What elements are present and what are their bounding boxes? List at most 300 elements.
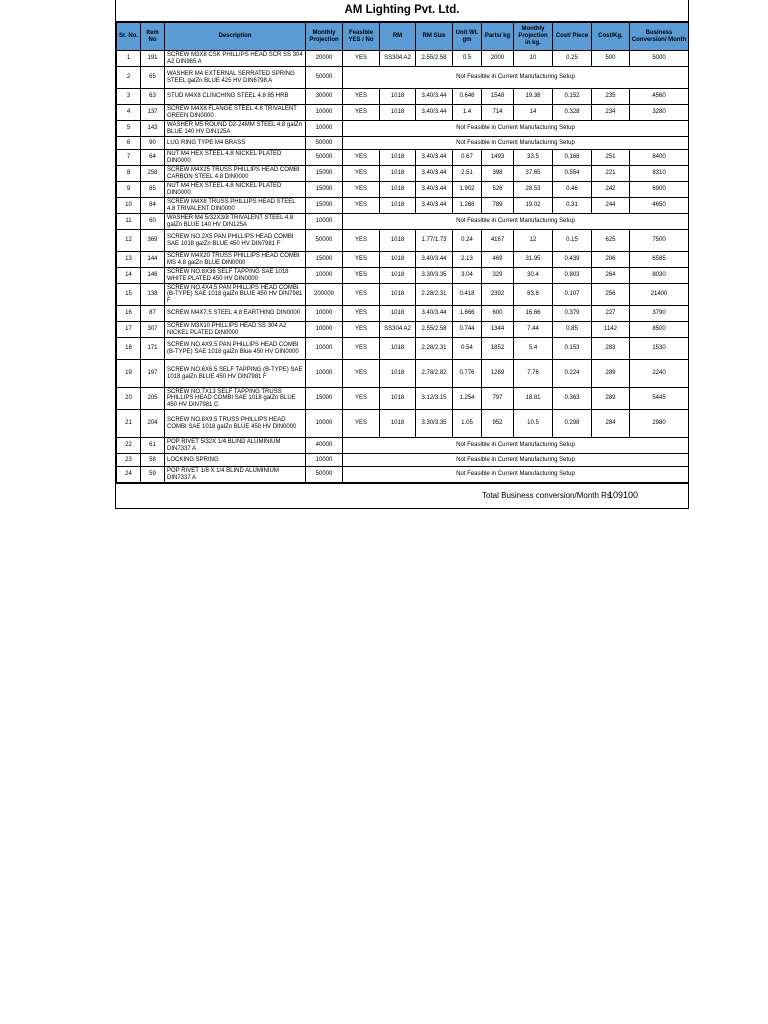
cell-item: 84 (141, 198, 165, 214)
cell-parts-kg: 600 (482, 306, 514, 322)
cell-monthly-projection: 15000 (306, 166, 343, 182)
cell-rm-size: 3.40/3.44 (416, 150, 453, 166)
cell-monthly-projection: 10000 (306, 360, 343, 388)
cell-rm-size: 3.12/3.15 (416, 388, 453, 410)
cell-cost-kg: 289 (592, 388, 630, 410)
cell-projection-kg: 10.5 (514, 410, 553, 438)
cell-feasible: YES (343, 89, 380, 105)
cell-description: SCREW NO.8X36 SELF TAPPING SAE 1018 WHITE PLATED 450 HV DIN0000 (165, 268, 306, 284)
table-row (117, 338, 689, 360)
cell-projection-kg: 19.38 (514, 89, 553, 105)
not-feasible-cell: Not Feasible in Current Manufacturing Setup (343, 438, 689, 454)
cell-rm-size: 3.40/3.44 (416, 252, 453, 268)
cell-cost-piece: 0.46 (553, 182, 592, 198)
cell-monthly-projection: 10000 (306, 121, 343, 137)
total-row (116, 483, 688, 508)
cell-monthly-projection: 15000 (306, 388, 343, 410)
cell-item: 58 (141, 454, 165, 467)
cell-description: POP RIVET 1/8 X 1/4 BLIND ALUMINIUM DIN7337 A (165, 467, 306, 483)
cell-unit-wt: 0.776 (453, 360, 482, 388)
not-feasible-cell: Not Feasible in Current Manufacturing Setup (343, 121, 689, 137)
cell-sr: 14 (117, 268, 141, 284)
cell-feasible: YES (343, 105, 380, 121)
cell-item: 90 (141, 137, 165, 150)
cell-description: WASHER M4 5/32X3/8 TRIVALENT STEEL 4.8 galZn BLUE 140 HV DIN125A (165, 214, 306, 230)
cell-item: 144 (141, 252, 165, 268)
cell-rm-size: 1.77/1.73 (416, 230, 453, 252)
cell-rm-size: 3.40/3.44 (416, 306, 453, 322)
table-row (117, 268, 689, 284)
cell-unit-wt: 1.902 (453, 182, 482, 198)
cell-unit-wt: 0.54 (453, 338, 482, 360)
cell-feasible: YES (343, 306, 380, 322)
cell-description: SCREW M4X7.5 STEEL 4.8 EARTHING DIN0000 (165, 306, 306, 322)
cell-parts-kg: 329 (482, 268, 514, 284)
header-item: Item No (141, 23, 165, 51)
header-rm-size: RM Size (416, 23, 453, 51)
cell-parts-kg: 714 (482, 105, 514, 121)
cell-item: 369 (141, 230, 165, 252)
cell-item: 63 (141, 89, 165, 105)
cell-rm-size: 3.30/3.35 (416, 410, 453, 438)
cell-description: SCREW NO.2X5 PAN PHILLIPS HEAD COMBI SAE 1018 galZn BLUE 450 HV DIN7981 F (165, 230, 306, 252)
table-row (117, 230, 689, 252)
cell-parts-kg: 2392 (482, 284, 514, 306)
cell-feasible: YES (343, 230, 380, 252)
cell-projection-kg: 14 (514, 105, 553, 121)
table-row (117, 388, 689, 410)
cell-unit-wt: 1.666 (453, 306, 482, 322)
cell-description: SCREW NO.6X6.5 SELF TAPPING (B-TYPE) SAE 1018 galZn BLUE 450 HV DIN7981 F (165, 360, 306, 388)
cell-cost-piece: 0.224 (553, 360, 592, 388)
cell-item: 85 (141, 182, 165, 198)
cell-cost-piece: 0.31 (553, 198, 592, 214)
cell-rm-size: 2.28/2.31 (416, 284, 453, 306)
cell-projection-kg: 12 (514, 230, 553, 252)
cell-cost-piece: 0.15 (553, 230, 592, 252)
cell-feasible: YES (343, 284, 380, 306)
table-row (117, 322, 689, 338)
cell-sr: 21 (117, 410, 141, 438)
cell-description: SCREW NO.7X13 SELF TAPPING TRUSS PHILLIPS HEAD COMBI SAE 1018 galZn BLUE 450 HV DIN7981 C (165, 388, 306, 410)
cell-description: STUD M4X8 CLINCHING STEEL 4.8 85 HRB (165, 89, 306, 105)
cell-sr: 15 (117, 284, 141, 306)
cell-feasible: YES (343, 268, 380, 284)
cell-parts-kg: 398 (482, 166, 514, 182)
cell-sr: 17 (117, 322, 141, 338)
cell-item: 60 (141, 214, 165, 230)
cell-cost-piece: 0.554 (553, 166, 592, 182)
cell-cost-kg: 1142 (592, 322, 630, 338)
cell-rm-size: 3.40/3.44 (416, 182, 453, 198)
header-feasible: Feasible YES / No (343, 23, 380, 51)
total-value: 109100 (608, 490, 639, 500)
cell-projection-kg: 16.66 (514, 306, 553, 322)
cell-monthly-projection: 15000 (306, 252, 343, 268)
cell-business-conversion: 2980 (630, 410, 689, 438)
cell-monthly-projection: 50000 (306, 467, 343, 483)
cell-description: SCREW NO.4X4.5 PAN PHILLIPS HEAD COMBI (B-TYPE) SAE 1018 galZn BLUE 450 HV DIN7981 F (165, 284, 306, 306)
cell-sr: 2 (117, 67, 141, 89)
cell-item: 171 (141, 338, 165, 360)
header-rm: RM (380, 23, 416, 51)
cell-unit-wt: 2.51 (453, 166, 482, 182)
cell-rm-size: 3.30/3.35 (416, 268, 453, 284)
cell-cost-piece: 0.168 (553, 150, 592, 166)
cell-business-conversion: 21400 (630, 284, 689, 306)
table-row (117, 284, 689, 306)
cell-parts-kg: 469 (482, 252, 514, 268)
cell-description: WASHER M5 ROUND D2-24MM STEEL 4.8 galZn BLUE 140 HV DIN125A (165, 121, 306, 137)
cell-rm: 1018 (380, 338, 416, 360)
cell-item: 143 (141, 121, 165, 137)
total-label: Total Business conversion/Month Rs. (482, 491, 614, 500)
cell-rm: 1018 (380, 105, 416, 121)
cell-rm: 1018 (380, 268, 416, 284)
cell-item: 146 (141, 268, 165, 284)
cell-parts-kg: 1852 (482, 338, 514, 360)
header-row (117, 23, 689, 51)
cell-item: 64 (141, 150, 165, 166)
cell-parts-kg: 1493 (482, 150, 514, 166)
cell-monthly-projection: 15000 (306, 198, 343, 214)
cell-projection-kg: 33.5 (514, 150, 553, 166)
table-row (117, 105, 689, 121)
cell-sr: 4 (117, 105, 141, 121)
cell-feasible: YES (343, 51, 380, 67)
cell-description: WASHER M4 EXTERNAL SERRATED SPRING STEEL galZn BLUE 425 HV DIN6798 A (165, 67, 306, 89)
cell-rm: 1018 (380, 150, 416, 166)
cell-parts-kg: 1344 (482, 322, 514, 338)
cell-cost-kg: 221 (592, 166, 630, 182)
table-row (117, 252, 689, 268)
cell-sr: 22 (117, 438, 141, 454)
cell-rm: 1018 (380, 182, 416, 198)
cell-feasible: YES (343, 252, 380, 268)
table-row (117, 89, 689, 105)
cell-monthly-projection: 10000 (306, 214, 343, 230)
cell-monthly-projection: 10000 (306, 410, 343, 438)
cell-unit-wt: 0.5 (453, 51, 482, 67)
cell-business-conversion: 8400 (630, 150, 689, 166)
cell-cost-piece: 0.152 (553, 89, 592, 105)
cell-item: 137 (141, 105, 165, 121)
cell-cost-kg: 500 (592, 51, 630, 67)
cell-cost-kg: 289 (592, 360, 630, 388)
cell-unit-wt: 0.646 (453, 89, 482, 105)
cell-rm: 1018 (380, 284, 416, 306)
cell-cost-piece: 0.328 (553, 105, 592, 121)
cell-feasible: YES (343, 338, 380, 360)
cell-parts-kg: 2000 (482, 51, 514, 67)
cell-monthly-projection: 50000 (306, 67, 343, 89)
cell-item: 65 (141, 67, 165, 89)
cell-cost-piece: 0.363 (553, 388, 592, 410)
cell-feasible: YES (343, 322, 380, 338)
cell-business-conversion: 7500 (630, 230, 689, 252)
cell-projection-kg: 5.4 (514, 338, 553, 360)
cell-projection-kg: 18.81 (514, 388, 553, 410)
table-row (117, 67, 689, 89)
table-row (117, 410, 689, 438)
cell-unit-wt: 1.268 (453, 198, 482, 214)
cell-projection-kg: 28.53 (514, 182, 553, 198)
cell-item: 59 (141, 467, 165, 483)
cell-rm-size: 2.78/2.82 (416, 360, 453, 388)
cell-sr: 8 (117, 166, 141, 182)
table-body (117, 51, 689, 483)
cell-description: SCREW M3X10 PHILLIPS HEAD SS 304 A2 NICKEL PLATED DIN0000 (165, 322, 306, 338)
not-feasible-cell: Not Feasible in Current Manufacturing Setup (343, 214, 689, 230)
cell-parts-kg: 1548 (482, 89, 514, 105)
cell-business-conversion: 5000 (630, 51, 689, 67)
cell-sr: 18 (117, 338, 141, 360)
cell-cost-kg: 206 (592, 252, 630, 268)
cell-business-conversion: 8030 (630, 268, 689, 284)
cell-sr: 5 (117, 121, 141, 137)
cell-cost-kg: 625 (592, 230, 630, 252)
table-row (117, 306, 689, 322)
table-row (117, 467, 689, 483)
header-cost-piece: Cost/ Piece (553, 23, 592, 51)
cell-rm: 1018 (380, 89, 416, 105)
business-table (116, 22, 689, 483)
header-unit-wt: Unit Wt. gm (453, 23, 482, 51)
cell-feasible: YES (343, 360, 380, 388)
cell-cost-piece: 0.803 (553, 268, 592, 284)
cell-business-conversion: 3280 (630, 105, 689, 121)
not-feasible-cell: Not Feasible in Current Manufacturing Setup (343, 137, 689, 150)
cell-item: 61 (141, 438, 165, 454)
cell-description: SCREW NO.8X9.5 TRUSS PHILLIPS HEAD COMBI SAE 1018 galZn BLUE 450 HV DIN0000 (165, 410, 306, 438)
cell-projection-kg: 10 (514, 51, 553, 67)
cell-monthly-projection: 200000 (306, 284, 343, 306)
cell-rm: 1018 (380, 410, 416, 438)
table-row (117, 182, 689, 198)
cell-rm: 1018 (380, 166, 416, 182)
cell-rm: 1018 (380, 306, 416, 322)
spreadsheet (115, 0, 689, 509)
cell-parts-kg: 526 (482, 182, 514, 198)
cell-rm: 1018 (380, 360, 416, 388)
company-title: AM Lighting Pvt. Ltd. (116, 0, 688, 22)
cell-unit-wt: 0.24 (453, 230, 482, 252)
cell-sr: 13 (117, 252, 141, 268)
cell-feasible: YES (343, 410, 380, 438)
cell-monthly-projection: 10000 (306, 322, 343, 338)
cell-item: 87 (141, 306, 165, 322)
not-feasible-cell: Not Feasible in Current Manufacturing Setup (343, 454, 689, 467)
cell-sr: 24 (117, 467, 141, 483)
cell-business-conversion: 1530 (630, 338, 689, 360)
cell-feasible: YES (343, 388, 380, 410)
cell-unit-wt: 2.13 (453, 252, 482, 268)
cell-parts-kg: 4167 (482, 230, 514, 252)
cell-description: SCREW NO.4X9.5 PAN PHILLIPS HEAD COMBI (B-TYPE) SAE 1018 galZn Blue 450 HV DIN0000 (165, 338, 306, 360)
table-row (117, 137, 689, 150)
not-feasible-cell: Not Feasible in Current Manufacturing Setup (343, 67, 689, 89)
cell-projection-kg: 7.76 (514, 360, 553, 388)
cell-monthly-projection: 50000 (306, 137, 343, 150)
cell-business-conversion: 4650 (630, 198, 689, 214)
cell-monthly-projection: 10000 (306, 454, 343, 467)
cell-monthly-projection: 10000 (306, 105, 343, 121)
cell-business-conversion: 4560 (630, 89, 689, 105)
table-row (117, 360, 689, 388)
header-cost-kg: Cost/Kg. (592, 23, 630, 51)
cell-rm: SS304 A2 (380, 51, 416, 67)
cell-description: LUG RING TYPE M4 BRASS (165, 137, 306, 150)
cell-feasible: YES (343, 198, 380, 214)
cell-rm-size: 2.55/2.58 (416, 322, 453, 338)
cell-monthly-projection: 50000 (306, 150, 343, 166)
cell-item: 204 (141, 410, 165, 438)
cell-business-conversion: 5445 (630, 388, 689, 410)
cell-sr: 16 (117, 306, 141, 322)
cell-cost-piece: 0.107 (553, 284, 592, 306)
cell-feasible: YES (343, 166, 380, 182)
cell-description: SCREW M4X8 TRUSS PHILLIPS HEAD STEEL 4.8 TRIVALENT DIN0000 (165, 198, 306, 214)
cell-cost-kg: 251 (592, 150, 630, 166)
cell-business-conversion: 2240 (630, 360, 689, 388)
cell-cost-piece: 0.379 (553, 306, 592, 322)
cell-unit-wt: 0.67 (453, 150, 482, 166)
cell-monthly-projection: 30000 (306, 89, 343, 105)
header-business-conversion: Business Conversion/ Month (630, 23, 689, 51)
table-row (117, 198, 689, 214)
cell-sr: 10 (117, 198, 141, 214)
cell-business-conversion: 3790 (630, 306, 689, 322)
cell-unit-wt: 1.254 (453, 388, 482, 410)
cell-unit-wt: 1.05 (453, 410, 482, 438)
cell-business-conversion: 6585 (630, 252, 689, 268)
cell-sr: 11 (117, 214, 141, 230)
table-row (117, 454, 689, 467)
cell-rm-size: 2.28/2.31 (416, 338, 453, 360)
cell-item: 307 (141, 322, 165, 338)
header-description: Description (165, 23, 306, 51)
cell-cost-kg: 264 (592, 268, 630, 284)
cell-feasible: YES (343, 182, 380, 198)
cell-monthly-projection: 10000 (306, 306, 343, 322)
cell-item: 258 (141, 166, 165, 182)
cell-sr: 9 (117, 182, 141, 198)
cell-parts-kg: 952 (482, 410, 514, 438)
cell-rm: SS304 A2 (380, 322, 416, 338)
cell-monthly-projection: 10000 (306, 268, 343, 284)
table-row (117, 166, 689, 182)
header-parts-kg: Parts/ kg (482, 23, 514, 51)
cell-business-conversion: 8310 (630, 166, 689, 182)
cell-projection-kg: 31.95 (514, 252, 553, 268)
cell-projection-kg: 37.65 (514, 166, 553, 182)
cell-rm: 1018 (380, 252, 416, 268)
cell-cost-kg: 244 (592, 198, 630, 214)
cell-sr: 7 (117, 150, 141, 166)
cell-sr: 6 (117, 137, 141, 150)
table-row (117, 121, 689, 137)
cell-description: NUT M4 HEX STEEL 4.8 NICKEL PLATED DIN0000 (165, 182, 306, 198)
cell-business-conversion: 8500 (630, 322, 689, 338)
cell-description: SCREW M4X25 TRUSS PHILLIPS HEAD COMBI CARBON STEEL 4.8 DIN0000 (165, 166, 306, 182)
table-row (117, 150, 689, 166)
cell-item: 205 (141, 388, 165, 410)
cell-description: SCREW M4X20 TRUSS PHILLIPS HEAD COMBI MS 4.8 galZn BLUE DIN0000 (165, 252, 306, 268)
cell-cost-piece: 0.298 (553, 410, 592, 438)
cell-unit-wt: 3.04 (453, 268, 482, 284)
cell-cost-kg: 283 (592, 338, 630, 360)
cell-sr: 12 (117, 230, 141, 252)
cell-description: SCREW M3X8 CSK PHILLIPS HEAD SCR SS 304 A2 DIN965 A (165, 51, 306, 67)
cell-cost-kg: 284 (592, 410, 630, 438)
cell-projection-kg: 83.6 (514, 284, 553, 306)
cell-rm: 1018 (380, 198, 416, 214)
cell-monthly-projection: 40000 (306, 438, 343, 454)
cell-cost-kg: 256 (592, 284, 630, 306)
cell-projection-kg: 30.4 (514, 268, 553, 284)
cell-monthly-projection: 10000 (306, 338, 343, 360)
cell-cost-kg: 242 (592, 182, 630, 198)
cell-unit-wt: 0.744 (453, 322, 482, 338)
cell-parts-kg: 1289 (482, 360, 514, 388)
table-row (117, 51, 689, 67)
table-row (117, 438, 689, 454)
cell-cost-piece: 0.439 (553, 252, 592, 268)
cell-description: LOCKING SPRING (165, 454, 306, 467)
table-row (117, 214, 689, 230)
cell-rm: 1018 (380, 388, 416, 410)
cell-item: 138 (141, 284, 165, 306)
cell-monthly-projection: 50000 (306, 230, 343, 252)
cell-monthly-projection: 15000 (306, 182, 343, 198)
not-feasible-cell: Not Feasible in Current Manufacturing Setup (343, 467, 689, 483)
cell-rm-size: 3.40/3.44 (416, 105, 453, 121)
cell-cost-piece: 0.153 (553, 338, 592, 360)
cell-cost-piece: 0.25 (553, 51, 592, 67)
cell-rm-size: 3.40/3.44 (416, 166, 453, 182)
cell-sr: 3 (117, 89, 141, 105)
cell-unit-wt: 1.4 (453, 105, 482, 121)
cell-parts-kg: 789 (482, 198, 514, 214)
cell-monthly-projection: 20000 (306, 51, 343, 67)
cell-cost-kg: 235 (592, 89, 630, 105)
header-sr: Sr. No. (117, 23, 141, 51)
cell-unit-wt: 0.418 (453, 284, 482, 306)
cell-feasible: YES (343, 150, 380, 166)
cell-rm: 1018 (380, 230, 416, 252)
cell-item: 191 (141, 51, 165, 67)
cell-rm-size: 2.55/2.58 (416, 51, 453, 67)
cell-cost-kg: 227 (592, 306, 630, 322)
cell-item: 197 (141, 360, 165, 388)
cell-sr: 1 (117, 51, 141, 67)
cell-description: POP RIVET 5/32X 1/4 BLIND ALUMINIUM DIN7337 A (165, 438, 306, 454)
cell-rm-size: 3.40/3.44 (416, 89, 453, 105)
cell-projection-kg: 19.02 (514, 198, 553, 214)
header-monthly-projection: Monthly Projection (306, 23, 343, 51)
cell-business-conversion: 6900 (630, 182, 689, 198)
cell-projection-kg: 7.44 (514, 322, 553, 338)
header-projection-kg: Monthly Projection in kg. (514, 23, 553, 51)
cell-sr: 23 (117, 454, 141, 467)
cell-description: SCREW M4X8 FLANGE STEEL 4.8 TRIVALENT GREEN DIN0000 (165, 105, 306, 121)
cell-sr: 19 (117, 360, 141, 388)
cell-parts-kg: 797 (482, 388, 514, 410)
cell-cost-kg: 234 (592, 105, 630, 121)
cell-cost-piece: 0.85 (553, 322, 592, 338)
cell-rm-size: 3.40/3.44 (416, 198, 453, 214)
cell-sr: 20 (117, 388, 141, 410)
